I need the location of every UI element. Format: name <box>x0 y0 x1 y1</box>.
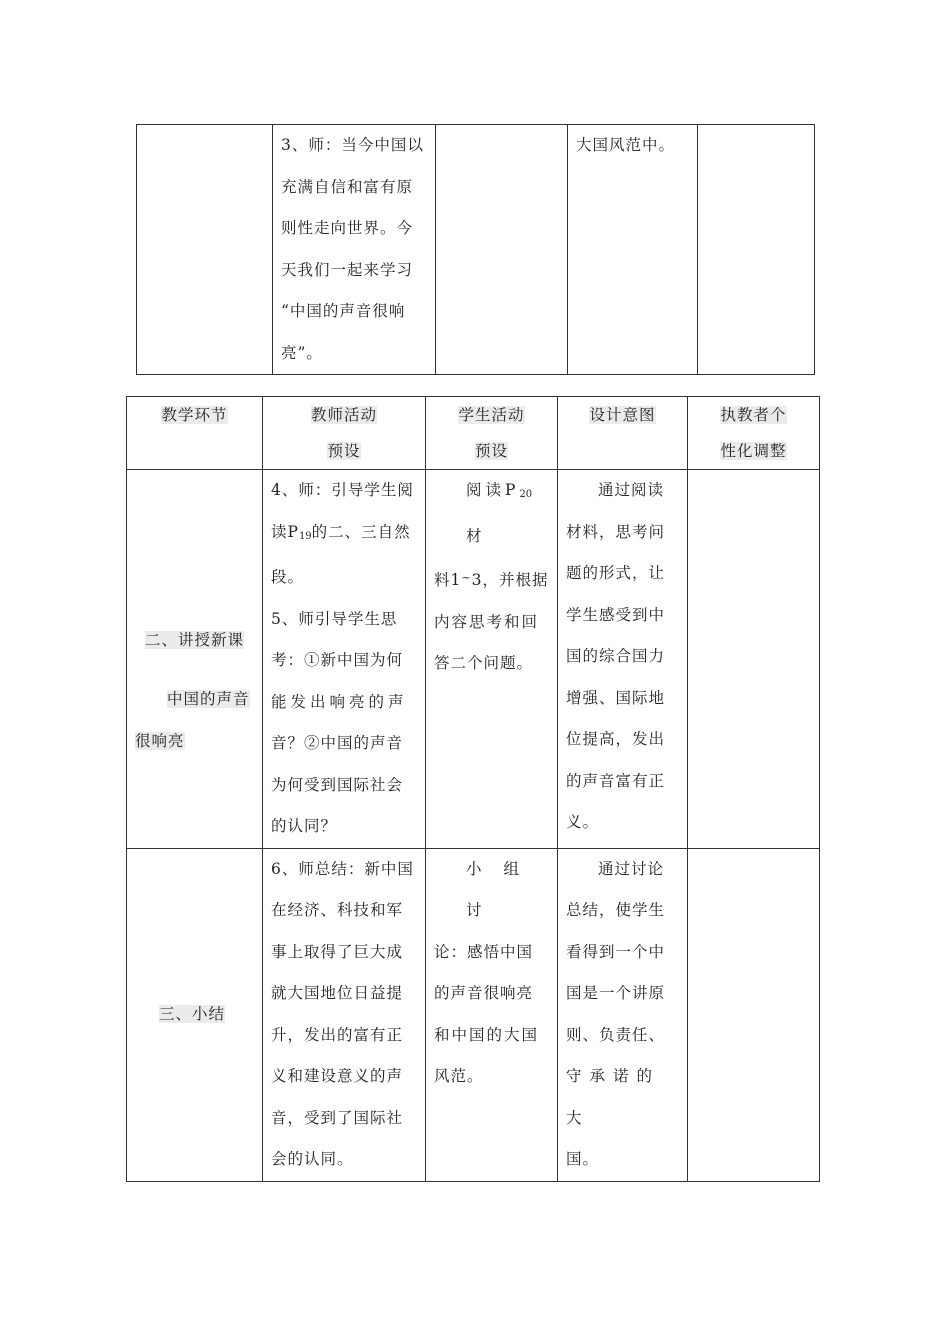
intent-line: 位提高，发出 <box>566 730 666 748</box>
intent-line: 的声音富有正 <box>566 771 666 790</box>
stage-topic: 中国的声音 <box>167 690 250 708</box>
adjustment-cell-empty <box>698 125 815 375</box>
intent-line: 看得到一个中 <box>566 942 666 961</box>
intent-line: 增强、国际地 <box>566 688 666 707</box>
student-activity-cell <box>426 470 558 849</box>
intent-line: 材料，思考问 <box>566 522 666 541</box>
teacher-line: 义和建设意义的声 <box>271 1067 404 1085</box>
student-line: 和中国的大国 <box>434 1025 540 1044</box>
teacher-activity-cell <box>263 848 426 1181</box>
teacher-line: 的认同？ <box>271 817 338 835</box>
stage-title: 三、小结 <box>159 1004 226 1023</box>
student-line: 小组讨 <box>466 859 542 919</box>
lesson-plan-table <box>126 396 820 1182</box>
teacher-line: 音？②中国的声音 <box>271 734 404 752</box>
intent-line: 通过讨论 <box>598 859 665 878</box>
student-line: 内容思考和回 <box>434 612 540 631</box>
intent-line: 总结，使学生 <box>566 901 666 919</box>
student-line: 论：感悟中国 <box>434 942 534 961</box>
intent-line: 国的综合国力 <box>566 647 666 665</box>
student-line: 阅读$P_{20}$材 <box>466 481 533 545</box>
teacher-line: 升，发出的富有正 <box>271 1025 404 1044</box>
continued-lesson-table <box>136 124 815 375</box>
intent-line: 通过阅读 <box>598 481 665 499</box>
student-line: 答二个问题。 <box>434 654 534 672</box>
intent-line: 守承诺的大 <box>566 1067 661 1127</box>
intent-line: 国是一个讲原 <box>566 984 666 1002</box>
teacher-line: 能发出响亮的声 <box>271 692 408 711</box>
teacher-line: 会的认同。 <box>271 1150 354 1168</box>
intent-line: 国。 <box>566 1150 600 1168</box>
teacher-activity-cell <box>263 470 426 849</box>
student-line: 的声音很响亮 <box>434 984 534 1002</box>
teacher-line: 充满自信和富有原 <box>281 177 414 196</box>
teacher-line: 音，受到了国际社 <box>271 1108 404 1127</box>
stage-title: 二、讲授新课 <box>145 630 245 649</box>
intent-line: 题的形式，让 <box>566 564 666 582</box>
adjustment-cell-empty <box>688 848 820 1181</box>
stage-cell <box>127 470 263 849</box>
student-activity-cell-empty <box>436 125 568 375</box>
design-intent-cell <box>558 470 688 849</box>
teacher-line: 考：①新中国为何 <box>271 651 404 669</box>
teacher-line: 3、师：当今中国以 <box>281 136 424 154</box>
student-activity-cell <box>426 848 558 1181</box>
teacher-line: 为何受到国际社会 <box>271 775 404 794</box>
header-intent: 设计意图 <box>558 397 688 470</box>
teacher-activity-cell <box>273 125 436 375</box>
student-line: 风范。 <box>434 1067 484 1085</box>
intent-line: 学生感受到中 <box>566 605 666 624</box>
teacher-line: 6、师总结：新中国 <box>271 859 414 878</box>
teacher-line: 5、师引导学生思 <box>271 609 398 628</box>
lesson-row-new-lesson <box>127 470 820 849</box>
teacher-line: 事上取得了巨大成 <box>271 942 404 961</box>
teacher-line: “中国的声音很响 <box>281 302 406 320</box>
stage-cell-empty <box>137 125 273 375</box>
design-intent-cell <box>568 125 698 375</box>
teacher-line: 天我们一起来学习 <box>281 260 414 279</box>
teacher-line: 则性走向世界。今 <box>281 219 414 237</box>
adjustment-cell-empty <box>688 470 820 849</box>
header-row <box>127 397 820 470</box>
teacher-line: 读$P_{19}$的二、三自然 <box>271 522 411 542</box>
header-student: 学生活动 预设 <box>426 397 558 470</box>
student-line: 料1~3，并根据 <box>434 571 549 589</box>
intent-line: 则、负责任、 <box>566 1025 666 1044</box>
stage-topic-cont: 很响亮 <box>135 731 185 750</box>
stage-cell <box>127 848 263 1181</box>
intent-line: 义。 <box>566 813 600 831</box>
teacher-line: 就大国地位日益提 <box>271 984 404 1002</box>
header-stage: 教学环节 <box>127 397 263 470</box>
teacher-line: 4、师：引导学生阅 <box>271 481 414 499</box>
header-adjustment: 执教者个 性化调整 <box>688 397 820 470</box>
teacher-line: 在经济、科技和军 <box>271 901 404 919</box>
design-intent-cell <box>558 848 688 1181</box>
header-teacher: 教师活动 预设 <box>263 397 426 470</box>
intent-line: 大国风范中。 <box>576 136 676 154</box>
lesson-row-summary <box>127 848 820 1181</box>
teacher-line: 亮”。 <box>281 343 323 362</box>
teacher-line: 段。 <box>271 568 305 586</box>
